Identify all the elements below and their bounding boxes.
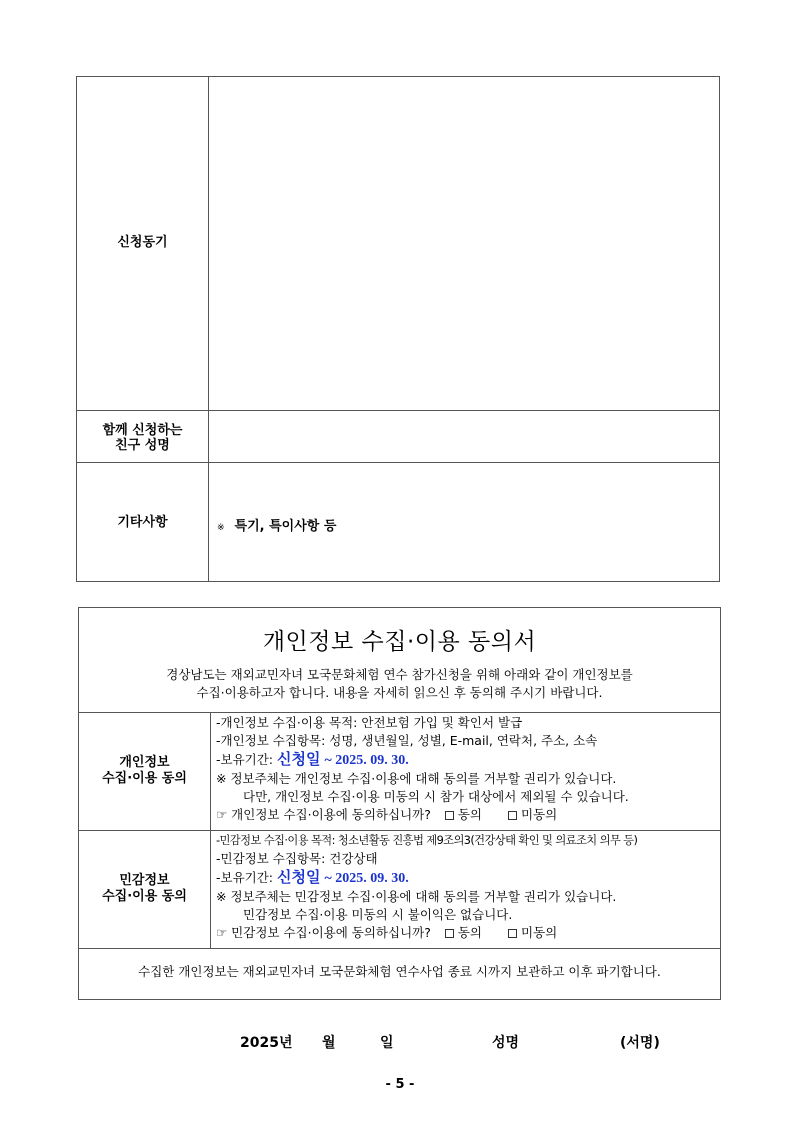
friend-name-label (77, 423, 208, 453)
retention-prefix: -보유기간: (216, 752, 274, 767)
retention-start: 신청일 (277, 868, 321, 886)
consent-intro-line1: 경상남도는 재외교민자녀 모국문화체험 연수 참가신청을 위해 아래와 같이 개인정보를 (166, 667, 633, 682)
sign-day: 일 (380, 1035, 394, 1051)
sign-name-label: 성명 (492, 1035, 520, 1051)
sensitive-notice-line2: 민감정보 수집·이용 미동의 시 불이익은 없습니다. (243, 907, 513, 922)
page-number: - 5 - (385, 1077, 415, 1092)
consent-title: 개인정보 수집·이용 동의서 (262, 629, 537, 655)
personal-question (216, 806, 557, 824)
other-notes-label: 기타사항 (117, 515, 168, 530)
retention-end: ~ 2025. 09. 30. (324, 871, 409, 886)
personal-question-text: ☞ 개인정보 수집·이용에 동의하십니까? (216, 807, 431, 822)
sensitive-consent-label (79, 873, 210, 905)
row-divider (79, 830, 720, 831)
sensitive-agree-label: 동의 (457, 925, 483, 940)
sensitive-agree-checkbox[interactable] (445, 929, 454, 938)
retention-prefix: -보유기간: (216, 870, 274, 885)
personal-disagree-checkbox[interactable] (508, 811, 517, 820)
sensitive-purpose: -민감정보 수집·이용 목적: 청소년활동 진흥법 제9조의3(건강상태 확인 및 의료조치 의무 등) (216, 834, 638, 847)
personal-label-line2: 수집·이용 동의 (102, 771, 187, 786)
other-notes-hint: 특기, 특이사항 등 (234, 519, 337, 534)
sign-month: 월 (322, 1035, 336, 1051)
motivation-label: 신청동기 (117, 235, 168, 250)
retention-end: ~ 2025. 09. 30. (324, 753, 409, 768)
retention-start: 신청일 (277, 750, 321, 768)
personal-agree-checkbox[interactable] (445, 811, 454, 820)
sign-name-field[interactable] (522, 1028, 612, 1050)
other-notes-field[interactable] (217, 515, 336, 534)
personal-agree-label: 동의 (457, 807, 483, 822)
personal-purpose: -개인정보 수집·이용 목적: 안전보험 가입 및 확인서 발급 (216, 715, 523, 730)
personal-retention (216, 750, 409, 770)
friend-name-label-line1: 함께 신청하는 (102, 423, 183, 438)
row-divider (79, 948, 720, 949)
personal-items: -개인정보 수집항목: 성명, 생년월일, 성별, E-mail, 연락처, 주소, 소속 (216, 733, 598, 748)
sensitive-notice-line1: ※ 정보주체는 민감정보 수집·이용에 대해 동의를 거부할 권리가 있습니다. (216, 889, 617, 904)
sensitive-label-line1: 민감정보 (119, 873, 170, 888)
reference-mark: ※ (217, 523, 225, 533)
motivation-field[interactable] (209, 77, 719, 410)
sensitive-disagree-checkbox[interactable] (508, 929, 517, 938)
column-divider (210, 712, 211, 948)
personal-label-line1: 개인정보 (119, 755, 170, 770)
row-divider (79, 712, 720, 713)
consent-intro-line2: 수집·이용하고자 합니다. 내용을 자세히 읽으신 후 동의해 주시기 바랍니다. (196, 685, 603, 700)
sensitive-disagree-label: 미동의 (521, 925, 558, 940)
sign-signature-label: (서명) (620, 1035, 660, 1051)
sensitive-items: -민감정보 수집항목: 건강상태 (216, 851, 378, 866)
consent-form (78, 607, 721, 1000)
sensitive-question (216, 924, 557, 942)
friend-name-label-line2: 친구 성명 (115, 438, 170, 453)
personal-notice-line1: ※ 정보주체는 개인정보 수집·이용에 대해 동의를 거부할 권리가 있습니다. (216, 771, 617, 786)
sensitive-label-line2: 수집·이용 동의 (102, 889, 187, 904)
sensitive-retention (216, 868, 409, 888)
personal-disagree-label: 미동의 (521, 807, 558, 822)
personal-notice-line2: 다만, 개인정보 수집·이용 미동의 시 참가 대상에서 제외될 수 있습니다. (243, 789, 629, 804)
row-divider (77, 462, 719, 463)
sensitive-question-text: ☞ 민감정보 수집·이용에 동의하십니까? (216, 925, 431, 940)
application-table (76, 76, 720, 582)
sign-year: 2025년 (240, 1035, 293, 1051)
personal-consent-label (79, 755, 210, 787)
friend-name-field[interactable] (209, 411, 719, 462)
retention-footer: 수집한 개인정보는 재외교민자녀 모국문화체험 연수사업 종료 시까지 보관하고 이후 파기합니다. (138, 964, 661, 979)
